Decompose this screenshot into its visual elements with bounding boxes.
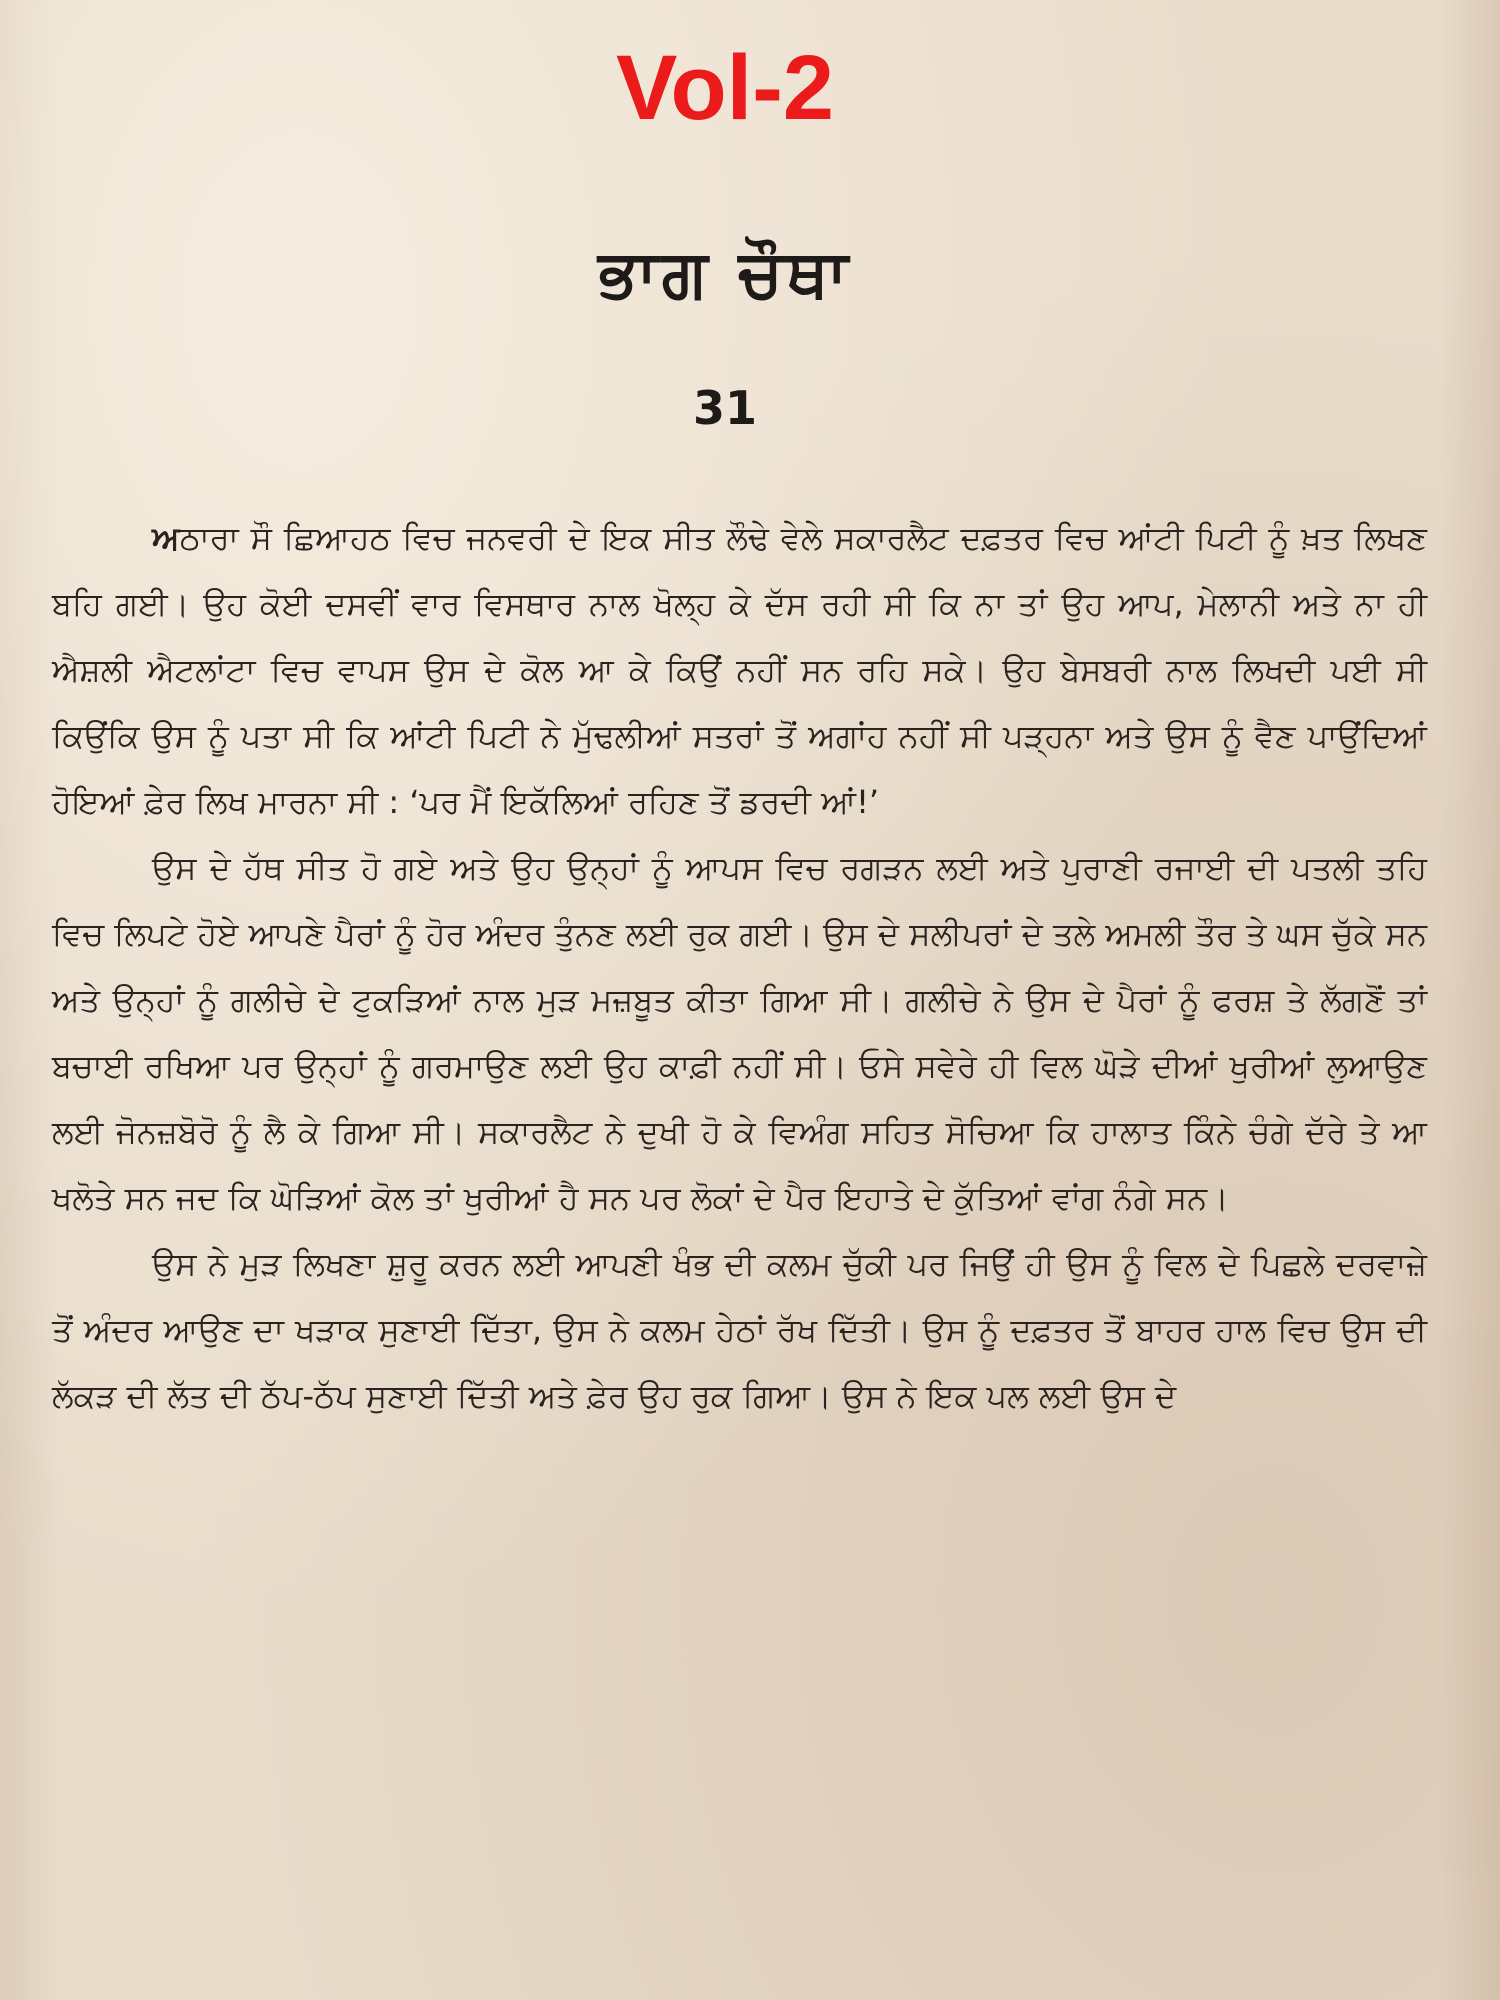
paragraph-2 — [52, 835, 1427, 1231]
volume-label: Vol-2 — [615, 37, 835, 139]
paragraph-text: ਉਸ ਨੇ ਮੁੜ ਲਿਖਣਾ ਸ਼ੁਰੂ ਕਰਨ ਲਈ ਆਪਣੀ ਖੰਭ ਦੀ ਕਲਮ ਚੁੱਕੀ ਪਰ ਜਿਉਂ ਹੀ ਉਸ ਨੂੰ ਵਿਲ ਦੇ ਪਿਛਲੇ ਦਰਵਾਜ਼ੇ ਤੋਂ ਅੰਦਰ ਆਉਣ ਦਾ ਖੜਾਕ ਸੁਣਾਈ ਦਿੱਤਾ, ਉਸ ਨੇ ਕਲਮ ਹੇਠਾਂ ਰੱਖ ਦਿੱਤੀ। ਉਸ ਨੂੰ ਦਫ਼ਤਰ ਤੋਂ ਬਾਹਰ ਹਾਲ ਵਿਚ ਉਸ ਦੀ ਲੱਕੜ ਦੀ ਲੱਤ ਦੀ ਠੱਪ-ਠੱਪ ਸੁਣਾਈ ਦਿੱਤੀ ਅਤੇ ਫ਼ੇਰ ਉਹ ਰੁਕ ਗਿਆ। ਉਸ ਨੇ ਇਕ ਪਲ ਲਈ ਉਸ ਦੇ — [52, 1245, 1427, 1415]
chapter-number: 31 — [692, 381, 757, 435]
paragraph-lead-letter: ਅ — [152, 519, 180, 557]
part-title: ਭਾਗ ਚੌਥਾ — [598, 235, 852, 312]
chapter-body — [52, 505, 1427, 1429]
paragraph-text: ਉਸ ਦੇ ਹੱਥ ਸੀਤ ਹੋ ਗਏ ਅਤੇ ਉਹ ਉਨ੍ਹਾਂ ਨੂੰ ਆਪਸ ਵਿਚ ਰਗੜਨ ਲਈ ਅਤੇ ਪੁਰਾਣੀ ਰਜਾਈ ਦੀ ਪਤਲੀ ਤਹਿ ਵਿਚ ਲਿਪਟੇ ਹੋਏ ਆਪਣੇ ਪੈਰਾਂ ਨੂੰ ਹੋਰ ਅੰਦਰ ਤੁੰਨਣ ਲਈ ਰੁਕ ਗਈ। ਉਸ ਦੇ ਸਲੀਪਰਾਂ ਦੇ ਤਲੇ ਅਮਲੀ ਤੌਰ ਤੇ ਘਸ ਚੁੱਕੇ ਸਨ ਅਤੇ ਉਨ੍ਹਾਂ ਨੂੰ ਗਲੀਚੇ ਦੇ ਟੁਕੜਿਆਂ ਨਾਲ ਮੁੜ ਮਜ਼ਬੂਤ ਕੀਤਾ ਗਿਆ ਸੀ। ਗਲੀਚੇ ਨੇ ਉਸ ਦੇ ਪੈਰਾਂ ਨੂੰ ਫਰਸ਼ ਤੇ ਲੱਗਣੋਂ ਤਾਂ ਬਚਾਈ ਰਖਿਆ ਪਰ ਉਨ੍ਹਾਂ ਨੂੰ ਗਰਮਾਉਣ ਲਈ ਉਹ ਕਾਫ਼ੀ ਨਹੀਂ ਸੀ। ਓਸੇ ਸਵੇਰੇ ਹੀ ਵਿਲ ਘੋੜੇ ਦੀਆਂ ਖੁਰੀਆਂ ਲੁਆਉਣ ਲਈ ਜੋਨਜ਼ਬੋਰੋ ਨੂੰ ਲੈ ਕੇ ਗਿਆ ਸੀ। ਸਕਾਰਲੈਟ ਨੇ ਦੁਖੀ ਹੋ ਕੇ ਵਿਅੰਗ ਸਹਿਤ ਸੋਚਿਆ ਕਿ ਹਾਲਾਤ ਕਿੰਨੇ ਚੰਗੇ ਦੱਰੇ ਤੇ ਆ ਖਲੋਤੇ ਸਨ ਜਦ ਕਿ ਘੋੜਿਆਂ ਕੋਲ ਤਾਂ ਖੁਰੀਆਂ ਹੈ ਸਨ ਪਰ ਲੋਕਾਂ ਦੇ ਪੈਰ ਇਹਾਤੇ ਦੇ ਕੁੱਤਿਆਂ ਵਾਂਗ ਨੰਗੇ ਸਨ। — [52, 849, 1427, 1217]
paragraph-1 — [52, 505, 1427, 835]
paragraph-text: ਠਾਰਾ ਸੌ ਛਿਆਹਠ ਵਿਚ ਜਨਵਰੀ ਦੇ ਇਕ ਸੀਤ ਲੌਢੇ ਵੇਲੇ ਸਕਾਰਲੈਟ ਦਫ਼ਤਰ ਵਿਚ ਆਂਟੀ ਪਿਟੀ ਨੂੰ ਖ਼ਤ ਲਿਖਣ ਬਹਿ ਗਈ। ਉਹ ਕੋਈ ਦਸਵੀਂ ਵਾਰ ਵਿਸਥਾਰ ਨਾਲ ਖੋਲ੍ਹ ਕੇ ਦੱਸ ਰਹੀ ਸੀ ਕਿ ਨਾ ਤਾਂ ਉਹ ਆਪ, ਮੇਲਾਨੀ ਅਤੇ ਨਾ ਹੀ ਐਸ਼ਲੀ ਐਟਲਾਂਟਾ ਵਿਚ ਵਾਪਸ ਉਸ ਦੇ ਕੋਲ ਆ ਕੇ ਕਿਉਂ ਨਹੀਂ ਸਨ ਰਹਿ ਸਕੇ। ਉਹ ਬੇਸਬਰੀ ਨਾਲ ਲਿਖਦੀ ਪਈ ਸੀ ਕਿਉਂਕਿ ਉਸ ਨੂੰ ਪਤਾ ਸੀ ਕਿ ਆਂਟੀ ਪਿਟੀ ਨੇ ਮੁੱਢਲੀਆਂ ਸਤਰਾਂ ਤੋਂ ਅਗਾਂਹ ਨਹੀਂ ਸੀ ਪੜ੍ਹਨਾ ਅਤੇ ਉਸ ਨੂੰ ਵੈਣ ਪਾਉਂਦਿਆਂ ਹੋਇਆਂ ਫ਼ੇਰ ਲਿਖ ਮਾਰਨਾ ਸੀ : ‘ਪਰ ਮੈਂ ਇਕੱਲਿਆਂ ਰਹਿਣ ਤੋਂ ਡਰਦੀ ਆਂ!’ — [52, 519, 1427, 821]
paragraph-3 — [52, 1231, 1427, 1429]
